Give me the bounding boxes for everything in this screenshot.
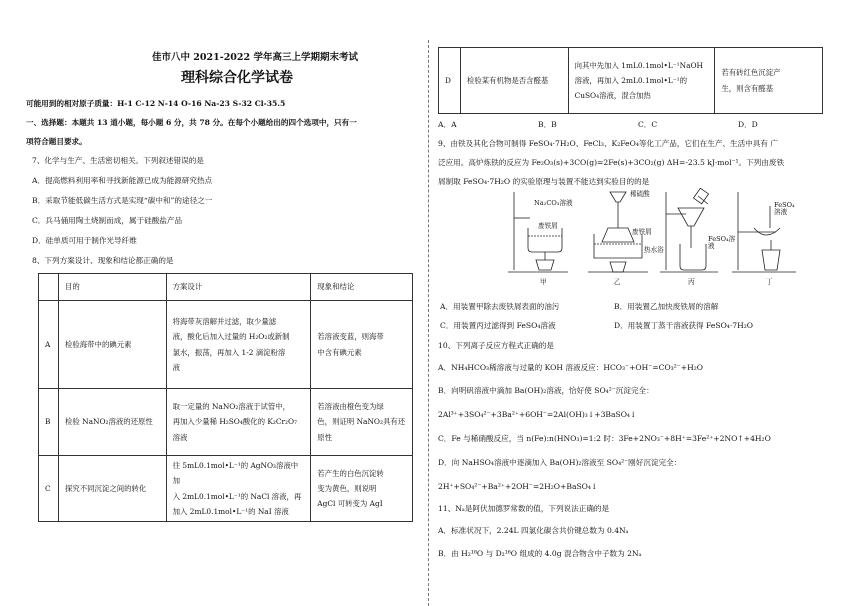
q10-option-d: D．向 NaHSO₄溶液中逐滴加入 Ba(OH)₂溶液至 SO₄²⁻刚好沉淀完全： — [438, 458, 682, 467]
q7-option-a: A．提高燃料利用率和寻找新能源已成为能源研究热点 — [32, 176, 213, 185]
q11-stem: 11、Nₐ是阿伏加德罗常数的值，下列说法正确的是 — [438, 504, 610, 513]
row-design — [166, 389, 311, 456]
caption-bing: 丙 — [688, 278, 695, 286]
result-line: 色，则证明 NaNO₂具有还 — [317, 417, 406, 427]
design-line: 液，酸化后加入过量的 H₂O₂或新制 — [172, 332, 290, 342]
column-divider — [428, 40, 429, 606]
q10-stem: 10、下列离子反应方程式正确的是 — [438, 341, 554, 350]
q8-answer-c: C．C — [638, 120, 658, 129]
design-line: 溶液，再加入 2mL0.1mol•L⁻¹的 — [574, 75, 687, 85]
table-header-cell: 目的 — [58, 274, 166, 301]
section-one-line2: 项符合题目要求。 — [26, 137, 87, 146]
design-line: 氯水，振荡，再加入 1-2 滴淀粉溶 — [172, 347, 286, 357]
row-label: A — [39, 301, 59, 389]
table-row — [39, 301, 413, 389]
q10-option-d-equation: 2H⁺+SO₄²⁻+Ba²⁺+2OH⁻=2H₂O+BaSO₄↓ — [438, 482, 598, 491]
table-header-cell: 方案设计 — [166, 274, 311, 301]
jia-reagent-label: Na₂CO₃溶液 — [534, 199, 573, 207]
row-purpose: 检验海带中的碘元素 — [58, 301, 166, 389]
table-row — [39, 389, 413, 456]
result-line: 若产生的白色沉淀转 — [317, 468, 384, 478]
q8-stem: 8、下列方案设计、现象和结论都正确的是 — [32, 256, 174, 265]
q10-option-b-equation: 2Al³⁺+3SO₄²⁻+3Ba²⁺+6OH⁻=2Al(OH)₃↓+3BaSO₄↓ — [438, 410, 637, 419]
design-line: 往 5mL0.1mol•L⁻¹的 AgNO₃溶液中加 — [172, 461, 299, 486]
result-line: 变为黄色，则说明 — [317, 483, 377, 493]
design-line: 液 — [172, 362, 181, 372]
row-result — [311, 456, 413, 522]
design-line: 将海带灰溶解并过滤，取少量滤 — [172, 317, 277, 327]
result-line: 若溶液变蓝，则海带 — [317, 332, 384, 342]
q7-stem: 7、化学与生产、生活密切相关。下列叙述错误的是 — [32, 156, 204, 165]
caption-ding: 丁 — [766, 278, 773, 286]
design-line: 再加入少量稀 H₂SO₄酸化的 K₂Cr₂O₇ — [172, 417, 298, 427]
yi-reagent-label: 稀硫酸 — [630, 190, 650, 198]
design-line: CuSO₄溶液，混合加热 — [574, 91, 651, 101]
result-line: 若溶液由橙色变为绿 — [317, 402, 384, 412]
row-result — [311, 389, 413, 456]
apparatus-diagram — [508, 188, 798, 288]
row-design — [166, 456, 311, 522]
ding-reagent-label: FeSO₄溶液 — [774, 201, 795, 217]
row-purpose: 检验某有机物是否含醛基 — [460, 48, 568, 114]
row-result — [715, 48, 823, 114]
design-line: 加入 2mL0.1mol•L⁻¹的 NaI 溶液 — [172, 506, 289, 516]
section-one-line1: 一、选择题：本题共 13 道小题，每小题 6 分，共 78 分。在每个小题给出的四个选项中，只有一 — [26, 118, 357, 127]
q11-option-b: B．由 H₂¹⁸O 与 D₂¹⁶O 组成的 4.0g 混合物含中子数为 2Nₐ — [438, 549, 642, 558]
table-header-cell — [39, 274, 59, 301]
q10-option-b: B．向明矾溶液中滴加 Ba(OH)₂溶液，恰好使 SO₄²⁻沉淀完全： — [438, 386, 654, 395]
table-header-row — [39, 274, 413, 301]
row-label: D — [439, 48, 461, 114]
q9-option-a: A．用装置甲除去废铁屑表面的油污 — [440, 302, 560, 311]
yi-bath-label: 热水浴 — [644, 246, 664, 254]
row-result — [311, 301, 413, 389]
q10-option-a: A．NH₄HCO₃稀溶液与过量的 KOH 溶液反应：HCO₃⁻+OH⁻=CO₃²⁻+H₂O — [438, 363, 704, 372]
q8-answer-a: A．A — [438, 120, 457, 129]
q11-option-a: A．标准状况下，2.24L 四氯化碳含共价键总数为 0.4Nₐ — [438, 526, 629, 535]
q9-stem-line3: 屑制取 FeSO₄·7H₂O 的实验原理与装置不能达到实验目的的是 — [438, 177, 650, 186]
q9-stem-line2: 泛应用。高炉炼铁的反应为 Fe₂O₃(s)+3CO(g)=2Fe(s)+3CO₂(g) ΔH=-23.5 kJ·mol⁻¹。下列由废铁 — [438, 158, 785, 167]
q9-option-c: C．用装置丙过滤得到 FeSO₄溶液 — [440, 321, 556, 330]
yi-solid-label: 废铁屑 — [632, 228, 652, 236]
row-design — [568, 48, 715, 114]
q8-answer-d: D．D — [738, 120, 758, 129]
q8-table-right — [438, 47, 823, 114]
table-row — [439, 48, 823, 114]
q7-option-d: D．硅单质可用于制作光导纤维 — [32, 236, 137, 245]
row-design — [166, 301, 311, 389]
row-purpose: 探究不同沉淀之间的转化 — [58, 456, 166, 522]
q9-stem-line1: 9、由铁及其化合物可制得 FeSO₄·7H₂O、FeCl₃、K₂FeO₄等化工产品，它们在生产、生活中具有 广 — [438, 139, 778, 148]
q10-option-c: C．Fe 与稀硝酸反应，当 n(Fe):n(HNO₃)=1:2 时：3Fe+2NO₃⁻+8H⁺=3Fe²⁺+2NO↑+4H₂O — [438, 434, 771, 443]
result-line: 中含有碘元素 — [317, 347, 362, 357]
table-header-cell: 现象和结论 — [311, 274, 413, 301]
jia-solid-label: 废铁屑 — [538, 222, 558, 230]
design-line: 溶液 — [172, 432, 188, 442]
result-line: 若有砖红色沉淀产 — [721, 68, 781, 78]
caption-yi: 乙 — [614, 278, 621, 286]
school-line: 佳市八中 2021-2022 学年高三上学期期末考试 — [152, 52, 358, 63]
design-line: 取一定量的 NaNO₂溶液于试管中， — [172, 402, 291, 412]
result-line: 原性 — [317, 432, 333, 442]
row-label: C — [39, 456, 59, 522]
row-purpose: 检验 NaNO₂溶液的还原性 — [58, 389, 166, 456]
bing-reagent-label: FeSO₄溶液 — [708, 235, 736, 251]
exam-title: 理科综合化学试卷 — [181, 70, 293, 86]
q9-option-d: D．用装置丁蒸干溶液获得 FeSO₄·7H₂O — [614, 321, 753, 330]
q9-option-b: B．用装置乙加快废铁屑的溶解 — [614, 302, 719, 311]
caption-jia: 甲 — [540, 278, 547, 286]
row-label: B — [39, 389, 59, 456]
q7-option-c: C．兵马俑用陶土烧制而成，属于硅酸盐产品 — [32, 216, 183, 225]
atomic-masses: 可能用到的相对原子质量：H-1 C-12 N-14 O-16 Na-23 S-32 Cl-35.5 — [26, 99, 286, 108]
design-line: 入 2mL0.1mol•L⁻¹的 NaCl 溶液，再 — [172, 491, 302, 501]
result-line: 生，则含有醛基 — [721, 83, 774, 93]
q8-answer-b: B．B — [538, 120, 557, 129]
q8-table-left — [38, 273, 413, 522]
q7-option-b: B．采取节能低碳生活方式是实现“碳中和”的途径之一 — [32, 196, 213, 205]
table-row — [39, 456, 413, 522]
result-line: AgCl 可转变为 AgI — [317, 499, 383, 509]
design-line: 向其中先加入 1mL0.1mol•L⁻¹NaOH — [574, 60, 703, 70]
